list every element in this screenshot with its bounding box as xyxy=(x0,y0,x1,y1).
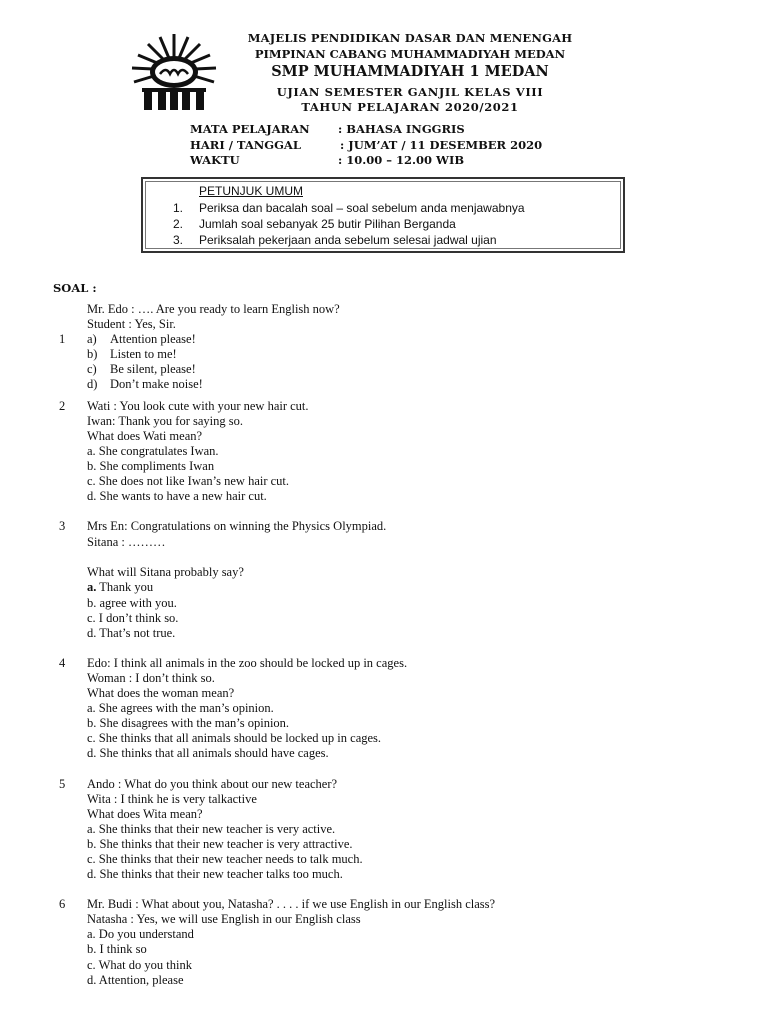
answer-option: c. What do you think xyxy=(87,958,192,972)
question-line: Natasha : Yes, we will use English in our English class xyxy=(87,912,361,926)
header-branch: PIMPINAN CABANG MUHAMMADIYAH MEDAN xyxy=(254,47,566,61)
answer-option: d. She thinks that all animals should have cages. xyxy=(87,746,329,760)
answer-option: c. She thinks that their new teacher needs to talk much. xyxy=(87,852,363,866)
question-number: 1 xyxy=(59,332,66,346)
question-number: 4 xyxy=(59,656,66,670)
question-number: 3 xyxy=(59,519,66,533)
question-line: What will Sitana probably say? xyxy=(87,565,244,579)
header-exam: UJIAN SEMESTER GANJIL KELAS VIII xyxy=(276,85,544,99)
question-line: Mrs En: Congratulations on winning the Physics Olympiad. xyxy=(87,519,387,533)
answer-option: b. agree with you. xyxy=(87,596,177,610)
instructions-title: PETUNJUK UMUM xyxy=(199,184,303,198)
answer-option: d. She thinks that their new teacher talks too much. xyxy=(87,867,343,881)
question-line: Ando : What do you think about our new teacher? xyxy=(87,777,338,791)
question-line: Student : Yes, Sir. xyxy=(87,317,176,331)
question-line: Iwan: Thank you for saying so. xyxy=(87,414,243,428)
answer-option: b. She thinks that their new teacher is very attractive. xyxy=(87,837,353,851)
question-line: Edo: I think all animals in the zoo should be locked up in cages. xyxy=(87,656,408,670)
answer-option: a. Thank you xyxy=(87,580,154,594)
meta-key: WAKTU xyxy=(190,153,240,167)
question-line: Woman : I don’t think so. xyxy=(87,671,215,685)
instruction-item: 1. Periksa dan bacalah soal – soal sebelum anda menjawabnya xyxy=(173,201,525,215)
meta-key: MATA PELAJARAN xyxy=(190,122,310,136)
instruction-item: 3. Periksalah pekerjaan anda sebelum selesai jadwal ujian xyxy=(173,233,497,247)
meta-value: : BAHASA INGGRIS xyxy=(338,122,465,136)
muhammadiyah-logo-icon xyxy=(128,30,220,114)
answer-option: b. She disagrees with the man’s opinion. xyxy=(87,716,290,730)
instructions-box xyxy=(141,177,625,253)
answer-option: b. I think so xyxy=(87,942,147,956)
header-school: SMP MUHAMMADIYAH 1 MEDAN xyxy=(271,63,549,80)
question-line: What does Wita mean? xyxy=(87,807,203,821)
answer-option: d. That’s not true. xyxy=(87,626,176,640)
answer-option: d. Attention, please xyxy=(87,973,184,987)
question-line: Mr. Budi : What about you, Natasha? . . . . if we use English in our English class? xyxy=(87,897,496,911)
question-line: What does Wati mean? xyxy=(87,429,203,443)
header-council: MAJELIS PENDIDIKAN DASAR DAN MENENGAH xyxy=(247,31,573,45)
answer-option: d. She wants to have a new hair cut. xyxy=(87,489,267,503)
soal-label: SOAL : xyxy=(53,281,97,295)
answer-option: b) Listen to me! xyxy=(87,347,177,361)
answer-option: a. She thinks that their new teacher is very active. xyxy=(87,822,336,836)
answer-option: c. She does not like Iwan’s new hair cut. xyxy=(87,474,290,488)
question-line: What does the woman mean? xyxy=(87,686,235,700)
answer-option: a. She congratulates Iwan. xyxy=(87,444,219,458)
meta-key: HARI / TANGGAL xyxy=(190,138,301,152)
question-line: Wati : You look cute with your new hair cut. xyxy=(87,399,309,413)
question-line: Wita : I think he is very talkactive xyxy=(87,792,257,806)
question-number: 6 xyxy=(59,897,66,911)
answer-option: c. I don’t think so. xyxy=(87,611,179,625)
question-number: 2 xyxy=(59,399,66,413)
answer-option: b. She compliments Iwan xyxy=(87,459,215,473)
answer-option: c. She thinks that all animals should be locked up in cages. xyxy=(87,731,382,745)
answer-option: c) Be silent, please! xyxy=(87,362,196,376)
meta-value: : 10.00 – 12.00 WIB xyxy=(338,153,465,167)
header-year: TAHUN PELAJARAN 2020/2021 xyxy=(301,100,519,114)
question-line: Sitana : ……… xyxy=(87,535,166,549)
answer-option: a. She agrees with the man’s opinion. xyxy=(87,701,274,715)
meta-value: : JUM’AT / 11 DESEMBER 2020 xyxy=(340,138,543,152)
question-line: Mr. Edo : …. Are you ready to learn English now? xyxy=(87,302,340,316)
answer-option: a) Attention please! xyxy=(87,332,196,346)
answer-option: d) Don’t make noise! xyxy=(87,377,203,391)
question-number: 5 xyxy=(59,777,66,791)
instruction-item: 2. Jumlah soal sebanyak 25 butir Pilihan Berganda xyxy=(173,217,456,231)
answer-option: a. Do you understand xyxy=(87,927,194,941)
